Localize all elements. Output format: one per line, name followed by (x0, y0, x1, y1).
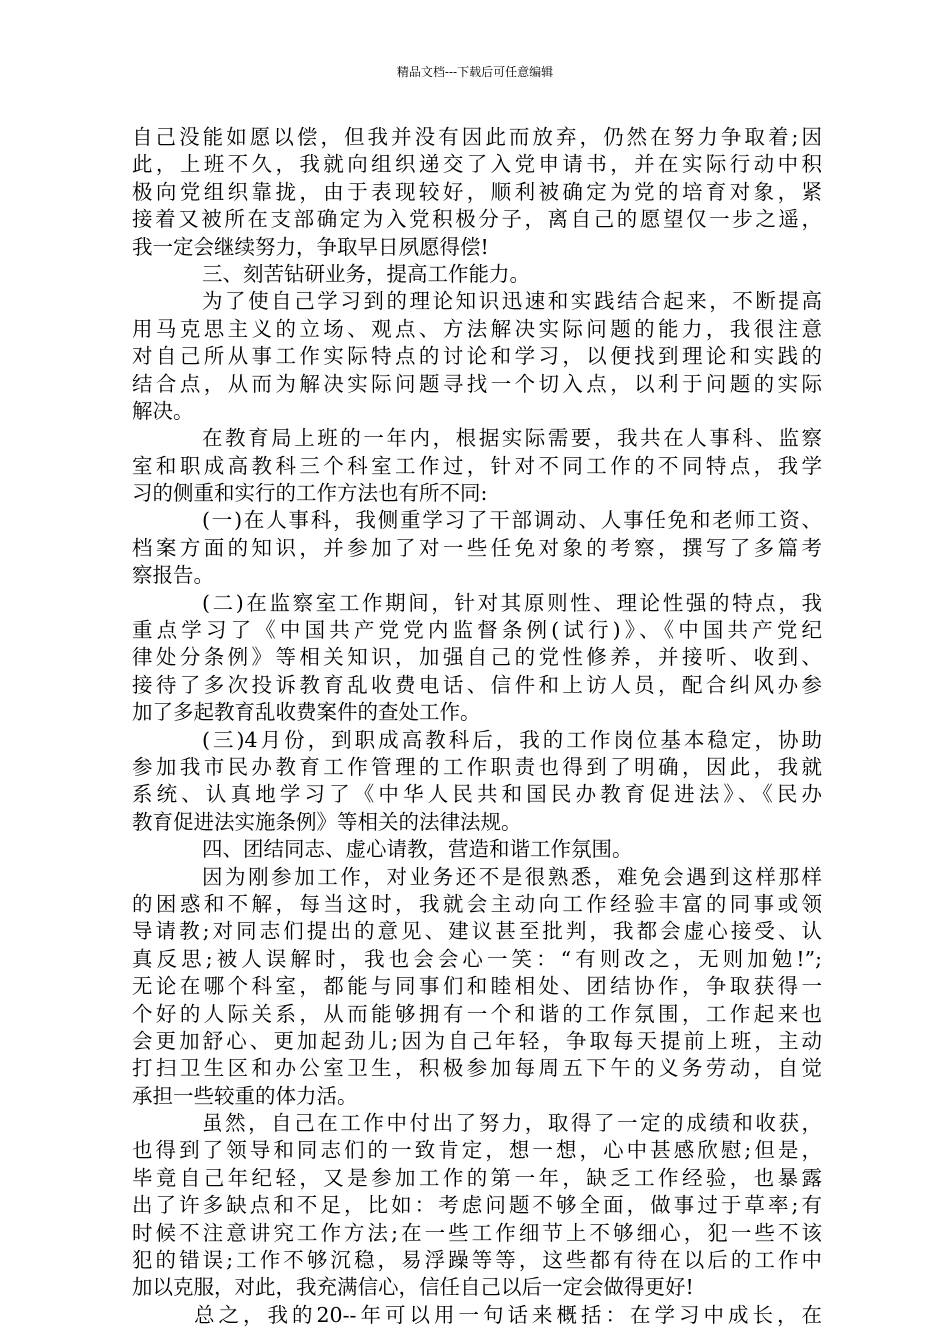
paragraph (132, 507, 822, 589)
text-line: 虽然，自己在工作中付出了努力，取得了一定的成绩和收获， (202, 1111, 822, 1136)
paragraph (132, 1110, 822, 1302)
text-line: 四、团结同志、虚心请教，营造和谐工作氛围。 (202, 837, 633, 862)
text-line: 察报告。 (132, 563, 214, 588)
paragraph (132, 425, 822, 507)
paragraph (132, 288, 822, 425)
paragraph (132, 727, 822, 837)
paragraph (132, 1302, 822, 1329)
text-line: 我一定会继续努力，争取早日夙愿得偿! (132, 234, 489, 259)
text-line: 此，上班不久，我就向组织递交了入党申请书，并在实际行动中积 (132, 152, 822, 177)
text-line: 自己没能如愿以偿，但我并没有因此而放弃，仍然在努力争取着;因 (132, 125, 822, 149)
paragraph (132, 864, 822, 1111)
text-line: 也得到了领导和同志们的一致肯定，想一想，心中甚感欣慰;但是， (132, 1138, 822, 1163)
text-line: 解决。 (132, 398, 194, 423)
text-line: 为了使自己学习到的理论知识迅速和实践结合起来，不断提高 (202, 289, 822, 314)
text-line: 出了许多缺点和不足，比如：考虑问题不够全面，做事过于草率;有 (132, 1193, 822, 1218)
text-line: 习的侧重和实行的工作方法也有所不同: (132, 481, 488, 506)
text-line: 个好的人际关系，从而能够拥有一个和谐的工作氛围，工作起来也 (132, 1001, 822, 1026)
text-line: 结合点，从而为解决实际问题寻找一个切入点，以利于问题的实际 (132, 371, 822, 396)
text-line: 三、刻苦钻研业务，提高工作能力。 (202, 261, 530, 286)
text-line: 无论在哪个科室，都能与同事们和睦相处、团结协作，争取获得一 (132, 974, 822, 999)
text-line: (二)在监察室工作期间，针对其原则性、理论性强的特点，我 (202, 590, 822, 615)
text-line: (一)在人事科，我侧重学习了干部调动、人事任免和老师工资、 (202, 508, 822, 533)
text-line: (三)4月份，到职成高教科后，我的工作岗位基本稳定，协助 (202, 727, 822, 752)
section-heading (132, 836, 822, 863)
text-line: 因为刚参加工作，对业务还不是很熟悉，难免会遇到这样那样 (202, 864, 822, 889)
text-line: 对自己所从事工作实际特点的讨论和学习，以便找到理论和实践的 (132, 344, 822, 369)
text-line: 重点学习了《中国共产党党内监督条例(试行)》、《中国共产党纪 (132, 618, 822, 643)
text-line: 档案方面的知识，并参加了对一些任免对象的考察，撰写了多篇考 (132, 535, 822, 560)
text-line: 总之，我的20--年可以用一句话来概括：在学习中成长，在 (194, 1302, 822, 1327)
document-body (132, 124, 822, 1329)
text-line: 导请教;对同志们提出的意见、建议甚至批判，我都会虚心接受、认 (132, 919, 822, 944)
text-line: 真反思;被人误解时，我也会会心一笑：“有则改之，无则加勉!”; (132, 946, 822, 971)
text-line: 加了多起教育乱收费案件的查处工作。 (132, 700, 481, 725)
page-header: 精品文档---下载后可任意编辑 (396, 65, 554, 79)
text-line: 毕竟自己年纪轻，又是参加工作的第一年，缺乏工作经验，也暴露 (132, 1165, 822, 1190)
text-line: 参加我市民办教育工作管理的工作职责也得到了明确，因此，我就 (132, 754, 822, 779)
text-line: 加以克服，对此，我充满信心，信任自己以后一定会做得更好! (132, 1275, 694, 1300)
text-line: 犯的错误;工作不够沉稳，易浮躁等等，这些都有待在以后的工作中 (132, 1248, 822, 1273)
text-line: 时候不注意讲究工作方法;在一些工作细节上不够细心，犯一些不该 (132, 1220, 822, 1245)
paragraph (132, 590, 822, 727)
text-line: 接待了多次投诉教育乱收费电话、信件和上访人员，配合纠风办参 (132, 672, 822, 697)
section-heading (132, 261, 822, 288)
text-line: 接着又被所在支部确定为入党积极分子，离自己的愿望仅一步之遥， (132, 207, 822, 232)
text-line: 极向党组织靠拢，由于表现较好，顺利被确定为党的培育对象，紧 (132, 179, 822, 204)
text-line: 律处分条例》等相关知识，加强自己的党性修养，并接听、收到、 (132, 645, 822, 670)
text-line: 室和职成高教科三个科室工作过，针对不同工作的不同特点，我学 (132, 453, 822, 478)
text-line: 承担一些较重的体力活。 (132, 1083, 358, 1108)
text-line: 的困惑和不解，每当这时，我就会主动向工作经验丰富的同事或领 (132, 891, 822, 916)
text-line: 打扫卫生区和办公室卫生，积极参加每周五下午的义务劳动，自觉 (132, 1056, 822, 1081)
text-line: 在教育局上班的一年内，根据实际需要，我共在人事科、监察 (202, 426, 822, 451)
text-line: 用马克思主义的立场、观点、方法解决实际问题的能力，我很注意 (132, 316, 822, 341)
text-line: 系统、认真地学习了《中华人民共和国民办教育促进法》、《民办 (132, 782, 822, 807)
text-line: 会更加舒心、更加起劲儿;因为自己年轻，争取每天提前上班，主动 (132, 1028, 822, 1053)
paragraph (132, 124, 822, 261)
text-line: 教育促进法实施条例》等相关的法律法规。 (132, 809, 522, 834)
